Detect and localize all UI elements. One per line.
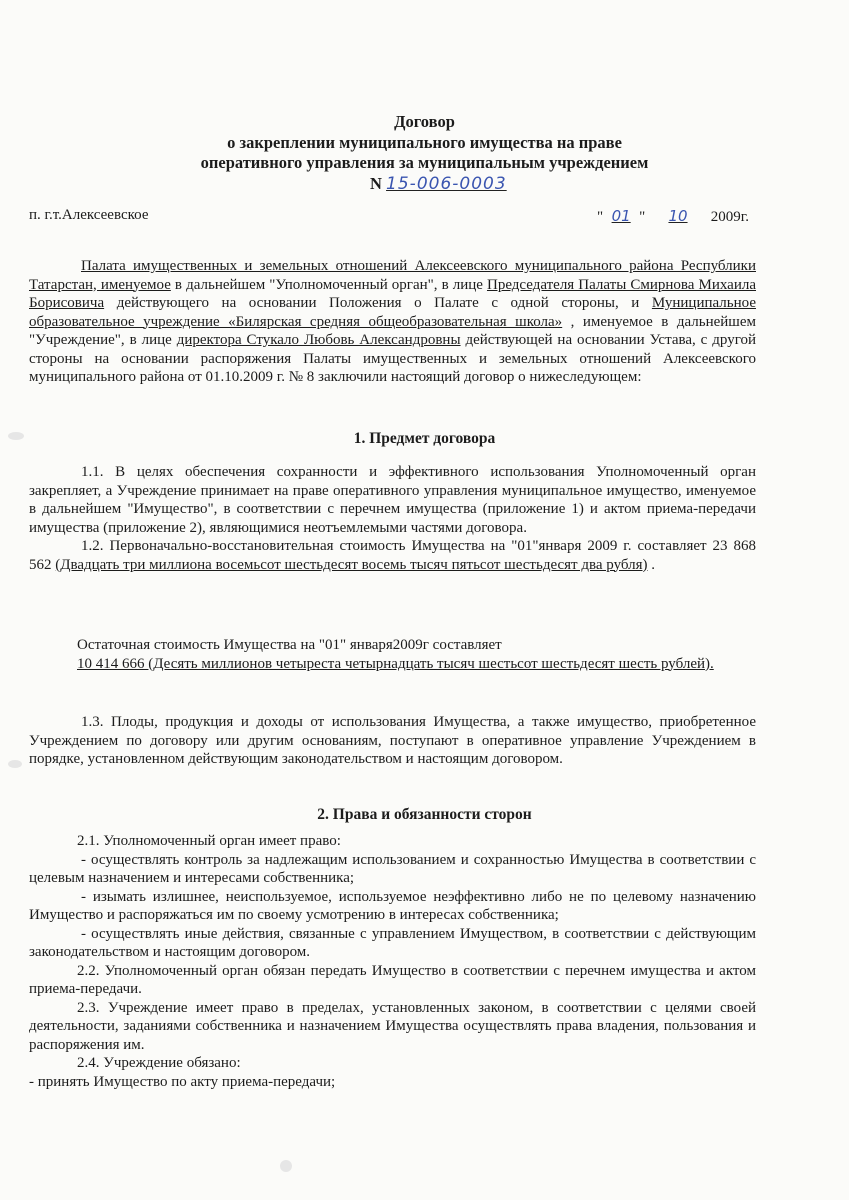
doc-subtitle-line2: оперативного управления за муниципальным учреждением [200,153,649,172]
doc-title: Договор [394,112,455,131]
place-of-signing: п. г.т.Алексеевское [29,207,149,223]
party2-representative: директора Стукало Любовь Александровны [176,332,461,348]
intro-text-4: действующей на основании Устава, с другой стороны на основании распоряжения Палаты имущественных и земельных отношений Алексеевского муниципального района от 01.10.2009 г. № 8 заключили настоящий договор о нижеследующем: [29,332,756,385]
date-day: 01 [611,207,631,225]
intro-text-2: действующего на основании Положения о Палате с одной стороны, и [104,295,652,311]
clause-2-1-c: - осуществлять иные действия, связанные с управлением Имуществом, в соответствии с действующим законодательством и настоящим договором. [29,925,756,960]
residual-label: Остаточная стоимость Имущества на "01" января2009г составляет [77,637,502,653]
doc-subtitle-line1: о закреплении муниципального имущества на праве [227,133,622,152]
clause-1-3-block [29,713,756,769]
residual-amount-text: 10 414 666 (Десять миллионов четыреста четырнадцать тысяч шестьсот шестьдесят шесть рублей). [77,655,714,672]
contract-number [370,174,507,194]
section2-heading: 2. Права и обязанности сторон [317,806,532,823]
number-prefix: N [370,174,382,193]
clause-1-3: 1.3. Плоды, продукция и доходы от использования Имущества, а также имущество, приобретенное Учреждением по договору или другим основаниям, поступают в оперативное управление Учреждением в порядке, установленном действующим законодательством и настоящим договором. [29,714,756,767]
clause-1-2-text: 1.2. Первоначально-восстановительная стоимость Имущества на "01"января 2009 г. составляет 23 868 562 [29,538,756,573]
residual-amount [29,655,756,674]
handwritten-number: 15-006-0003 [386,174,507,194]
party2-name: Муниципальное образовательное учреждение «Билярская средняя общеобразовательная школа» [29,295,756,330]
contract-date: " 01 " 10 2009г. [597,207,749,225]
date-year: 2009г. [710,209,749,225]
date-month: 10 [668,207,688,225]
clause-1-1: 1.1. В целях обеспечения сохранности и эффективного использования Уполномоченный орган закрепляет, а Учреждение принимает на праве оперативного управления муниципальное имущество, именуемое в дальнейшем "Имущество", в соответствии с перечнем имущества (приложение 1) и актом приема-передачи имущества (приложение 2), являющимися неотъемлемыми частями договора. [29,464,756,536]
section1-body [29,463,756,574]
initial-cost-words: (Двадцать три миллиона восемьсот шестьдесят восемь тысяч пятьсот шестьдесят два рубля) [55,556,648,573]
intro-text-1: в дальнейшем "Уполномоченный орган", в лице [170,276,487,293]
clause-2-3: 2.3. Учреждение имеет право в пределах, установленных законом, в соответствии с целями своей деятельности, заданиями собственника и назначением Имущества осуществлять права владения, пользования и распоряжения им. [29,999,756,1053]
scan-mark [8,760,22,768]
clause-2-4: 2.4. Учреждение обязано: [77,1055,241,1071]
party1-name: Палата имущественных и земельных отношений Алексеевского муниципального района Республики Татарстан, именуемое [29,258,756,293]
clause-1-2 [29,537,756,574]
clause-2-1-b: - изымать излишнее, неиспользуемое, используемое неэффективно либо не по целевому назначению Имущество и распоряжаться им по своему усмотрению в интересах собственника; [29,888,756,923]
intro-text-3: , именуемое в дальнейшем "Учреждение", в лице [29,313,756,348]
section1-heading: 1. Предмет договора [353,430,496,447]
section2-body [29,832,756,1091]
clause-1-2-end: . [647,556,656,573]
scan-mark [280,1160,292,1172]
clause-2-4-a: - принять Имущество по акту приема-передачи; [29,1073,336,1090]
scan-mark [8,432,24,440]
clause-2-1-a: - осуществлять контроль за надлежащим использованием и сохранностью Имущества в соответствии с целевым назначением и интересами собственника; [29,851,756,886]
intro-paragraph [29,257,756,387]
residual-value [29,636,756,673]
party1-representative: Председателя Палаты Смирнова Михаила Борисовича [29,276,756,311]
clause-2-2: 2.2. Уполномоченный орган обязан передать Имущество в соответствии с перечнем имущества и актом приема-передачи. [29,962,756,997]
clause-2-1: 2.1. Уполномоченный орган имеет право: [77,833,341,849]
